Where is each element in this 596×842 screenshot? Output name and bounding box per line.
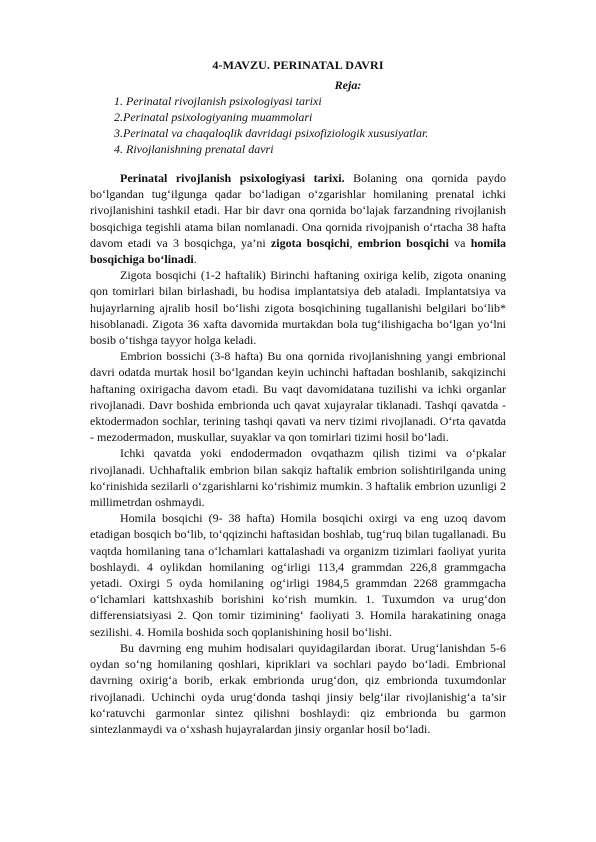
plan-item-2: 2.Perinatal psixologiyaning muammolari	[114, 110, 313, 124]
plan-item-1: 1. Perinatal rivojlanish psixologiyasi tarixi	[114, 94, 322, 108]
paragraph-1-end: .	[193, 252, 197, 267]
paragraph-3: Embrion bossichi (3-8 hafta) Bu ona qornida rivojlanishning yangi embrional davri odatda murtak hosil boʻlgandan keyin uchinchi haftadan boshlanib, sakqizinchi haftaning oxirigacha davom etadi. Bu vaqt davomidatana tuzilishi va ichki organlar rivojlanadi. Davr boshida embrionda uch qavat xujayralar tiklanadi. Tashqi qavatda - ektodermadon sochlar, terining tashqi qavati va nerv tizimi rivojlanadi. Oʻrta qavatda - mezodermadon, muskullar, suyaklar va qon tomirlari tizimi hosil boʻladi.	[90, 349, 506, 445]
plan-list	[90, 93, 506, 157]
paragraph-1-text: Bolaning ona qornida paydo boʻlgandan tugʻilgunga qadar boʻladigan oʻzgarishlar homilaning prenatal ichki rivojlanishini tashkil etadi. Har bir davr ona qornida boʻlajak farzandning rivojlanish bosqichiga tegishli atama bilan nomlanadi. Ona qornida rivojpanish oʻrtacha 38 hafta davom etadi va 3 bosqichga, ya’ni	[90, 171, 506, 250]
section-spacer	[90, 157, 506, 170]
plan-item-4: 4. Rivojlanishning prenatal davri	[114, 142, 274, 156]
paragraph-1	[90, 170, 506, 267]
plan-heading: Reja:	[334, 78, 362, 92]
term-homila: homila bosqichiga boʻlinadi	[90, 235, 507, 267]
paragraph-1-sep: ,	[349, 235, 358, 250]
paragraph-5: Homila bosqichi (9- 38 hafta) Homila bosqichi oxirgi va eng uzoq davom etadigan bosqich boʻlib, toʻqqizinchi haftasidan boshlab, tugʻruq bilan tugallanadi. Bu vaqtda homilaning tana oʻlchamlari kattalashadi va organizm tizimlari faoliyat yurita boshlaydi. 4 oylikdan homilaning ogʻirligi 113,4 grammdan 226,8 grammgacha yetadi. Oxirgi 5 oyda homilaning ogʻirligi 1984,5 grammdan 2268 grammgacha oʻlchamlari kattshxashib borishini koʻrish mumkin. 1. Tuxumdon va urugʻdon differensiatsiyasi 2. Qon tomir tizimining‘ faoliyati 3. Homila harakatining onaga sezilishi. 4. Homila boshida soch qoplanishining hosil boʻlishi.	[90, 511, 506, 639]
document-page	[90, 58, 506, 737]
paragraph-6: Bu davrning eng muhim hodisalari quyidagilardan iborat. Urugʻlanishdan 5-6 oydan soʻng homilaning qoshlari, kipriklari va sochlari paydo boʻladi. Embrional davrning oxirigʻa borib, erkak embrionda urugʻdon, qiz embrionda tuxumdonlar rivojlanadi. Uchinchi oyda urugʻdonda tashqi jinsiy belgʻilar rivojlanishigʻa ta’sir koʻratuvchi garmonlar sintez qilishni boshlaydi: qiz embrionda bu garmon sintezlanmaydi va oʻxshash hujayralardan jinsiy organlar hosil boʻladi.	[90, 640, 506, 736]
plan-item-3: 3.Perinatal va chaqaloqlik davridagi psixofiziologik xususiyatlar.	[114, 126, 429, 140]
page-title: 4-MAVZU. PERINATAL DAVRI	[212, 58, 384, 72]
paragraph-1-lead: Perinatal rivojlanish psixologiyasi tarixi.	[120, 171, 345, 185]
paragraph-1-mid: va	[448, 235, 471, 250]
term-zigota: zigota bosqichi	[270, 235, 350, 250]
paragraph-4: Ichki qavatda yoki endodermadon ovqathazm qilish tizimi va oʻpkalar rivojlanadi. Uchhaftalik embrion bilan sakqiz haftalik embrion solishtirilganda uning koʻrinishida sezilarli oʻzgarishlarni koʻrishimiz mumkin. 3 haftalik embrion uzunligi 2 millimetrdan oshmaydi.	[90, 446, 506, 510]
term-embrion: embrion bosqichi	[357, 235, 449, 250]
paragraph-2: Zigota bosqichi (1-2 haftalik) Birinchi haftaning oxiriga kelib, zigota onaning qon tomirlari bilan birlashadi, bu hodisa implantatsiya deb ataladi. Implantatsiya va hujayrlarning ajralib hosil boʻlishi zigota bosqichining tugallanishi belgilari boʻlib* hisoblanadi. Zigota 36 xafta davomida murtakdan bola tugʻilishigacha boʻlgan yoʻlni bosib oʻtishga tayyor holga keladi.	[90, 268, 506, 348]
